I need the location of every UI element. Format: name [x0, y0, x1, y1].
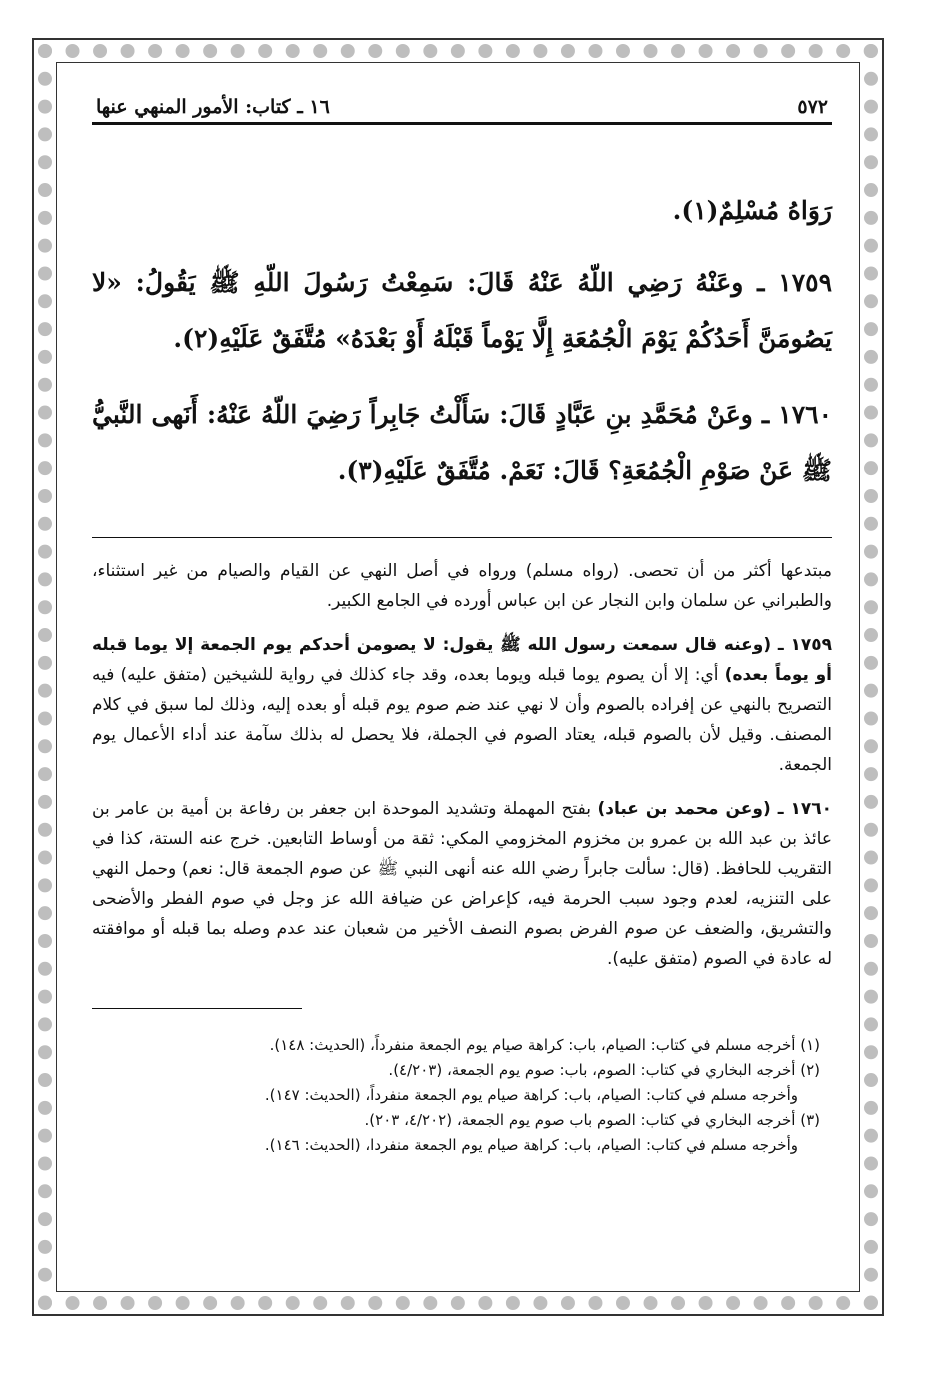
commentary-lead: ١٧٦٠ ـ (وعن محمد بن عباد)	[597, 799, 832, 819]
commentary-text: بفتح المهملة وتشديد الموحدة ابن جعفر بن رفاعة بن أمية بن عامر بن عائذ بن عبد الله بن عمرو بن مخزوم المخزومي المكي: ثقة من أوساط التابعين. خرج عنه الستة، كذا في التقريب للحافظ. (قال: سألت جابراً رضي الله عنه أنهى النبي ﷺ عن صوم الجمعة قال: نعم) وحمل النهي على التنزيه، لعدم وجود سبب الحرمة فيه، كإعراض عن ضيافة الله عز وجل في صوم الفطر والأضحى والتشريق، والضعف عن صوم الفرض بصوم النصف الأخير من شعبان عند عدم وصله بما قبله أو موافقته له عادة في الصوم (متفق عليه).	[92, 799, 832, 969]
commentary-text: أي: إلا أن يصوم يوما قبله ويوما بعده، وقد جاء كذلك في رواية للشيخين (متفق عليه) فيه التصريح بالنهي عن إفراده بالصوم وأن لا نهي عند ضم صوم يوم قبله أو بعده إليه، وذلك لما سبق في كلام المصنف. وقيل لأن بالصوم قبله، يعتاد الصوم في الجملة، فلا يحصل له بذلك سآمة عند أداء الأعمال يوم الجمعة.	[92, 665, 832, 775]
commentary-paragraph	[92, 556, 832, 616]
book-page	[92, 82, 832, 1282]
footnote: وأخرجه مسلم في كتاب: الصيام، باب: كراهة صيام يوم الجمعة منفرداً، (الحديث: ١٤٧).	[264, 1086, 798, 1104]
hadith-text: ١٧٦٠ ـ وعَنْ مُحَمَّدِ بنِ عَبَّادٍ قَالَ: سَأَلْتُ جَابِراً رَضِيَ اللّهُ عَنْهُ: أَنَهى النَّبيُّ ﷺ عَنْ صَوْمِ الْجُمُعَةِ؟ قَالَ: نَعَمْ. مُتَّفَقٌ عَلَيْهِ(٣).	[92, 400, 832, 485]
hadith-text: رَوَاهُ مُسْلِمٌ(١).	[672, 196, 832, 225]
chapter-title: ١٦ ـ كتاب: الأمور المنهي عنها	[96, 96, 330, 118]
page-number: ٥٧٢	[797, 96, 828, 118]
hadith-text: ١٧٥٩ ـ وعَنْهُ رَضِي اللّهُ عَنْهُ قَالَ: سَمِعْتُ رَسُولَ اللّهِ ﷺ يَقُولُ: «لا يَصُومَنَّ أَحَدُكُمْ يَوْمَ الْجُمُعَةِ إِلَّا يَوْماً قَبْلَهُ أَوْ بَعْدَهُ» مُتَّفَقٌ عَلَيْهِ(٢).	[92, 268, 832, 353]
footnote-divider	[92, 1008, 302, 1009]
footnote: (٢) أخرجه البخاري في كتاب: الصوم، باب: صوم يوم الجمعة، (٤/٢٠٣).	[388, 1061, 820, 1079]
footnote: (٣) أخرجه البخاري في كتاب: الصوم باب صوم يوم الجمعة، (٤/٢٠٢، ٢٠٣).	[364, 1111, 820, 1129]
footnotes	[92, 1033, 832, 1158]
commentary-text: مبتدعها أكثر من أن تحصى. (رواه مسلم) ورواه في أصل النهي عن القيام والصيام من غير استثناء، والطبراني عن سلمان وابن النجار عن ابن عباس أورده في الجامع الكبير.	[92, 561, 832, 611]
running-header	[92, 82, 832, 125]
commentary-paragraph	[92, 794, 832, 974]
section-divider	[92, 537, 832, 538]
commentary-lead: ١٧٥٩ ـ (وعنه قال سمعت رسول الله ﷺ يقول: لا يصومن أحدكم يوم الجمعة إلا يوما قبله أو يوماً بعده)	[92, 635, 832, 685]
footnote: وأخرجه مسلم في كتاب: الصيام، باب: كراهة صيام يوم الجمعة منفردا، (الحديث: ١٤٦).	[264, 1136, 798, 1154]
commentary-paragraph	[92, 630, 832, 780]
footnote: (١) أخرجه مسلم في كتاب: الصيام، باب: كراهة صيام يوم الجمعة منفرداً، (الحديث: ١٤٨).	[269, 1036, 820, 1054]
